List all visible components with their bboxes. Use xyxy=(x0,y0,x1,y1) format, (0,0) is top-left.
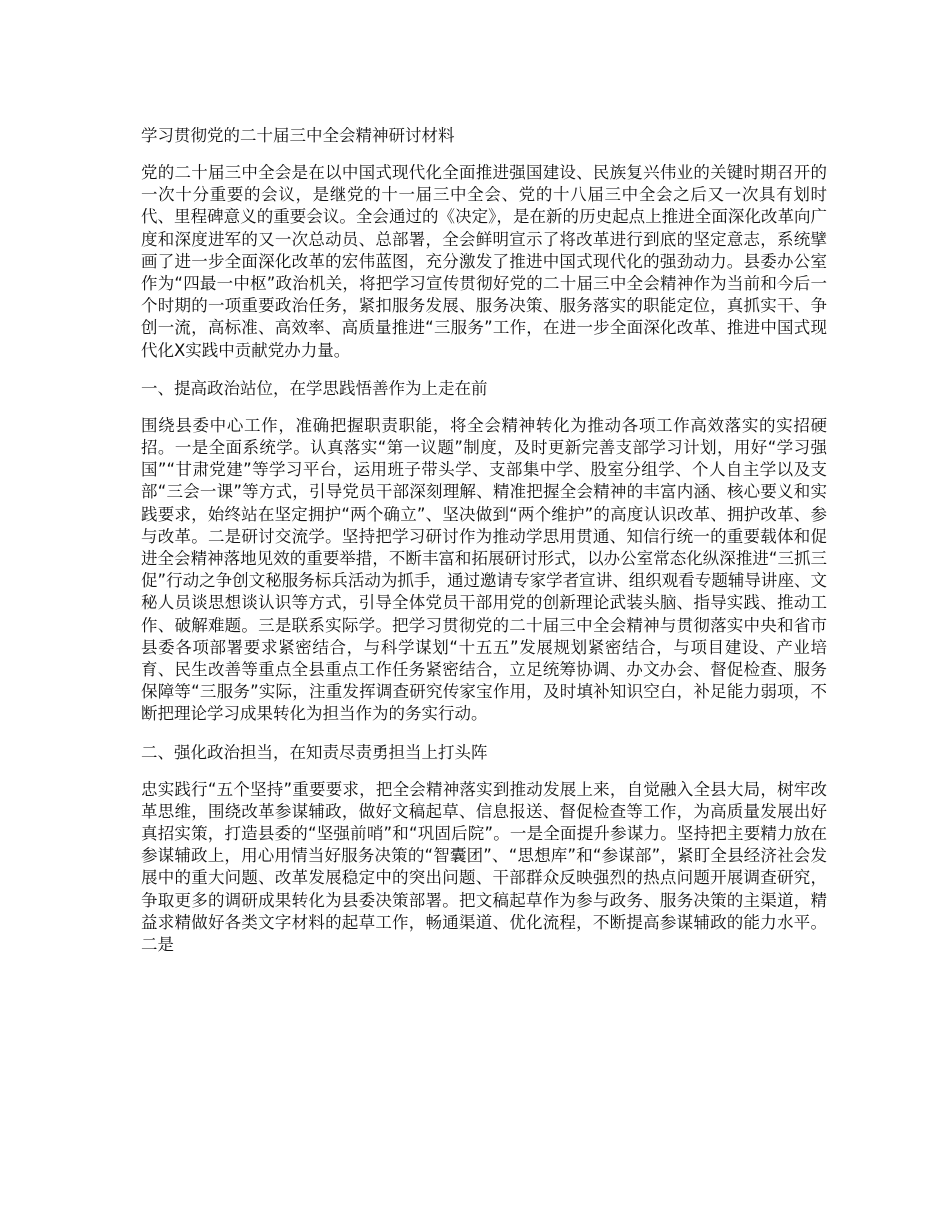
document-body xyxy=(141,124,827,971)
section-2-paragraph: 忠实践行“五个坚持”重要要求，把全会精神落实到推动发展上来，自觉融入全县大局，树牢改革思维，围绕改革参谋辅政，做好文稿起草、信息报送、督促检查等工作，为高质量发展出好真招实策，打造县委的“坚强前哨”和“巩固后院”。一是全面提升参谋力。坚持把主要精力放在参谋辅政上，用心用情当好服务决策的“智囊团”、“思想库”和“参谋部”，紧盯全县经济社会发展中的重大问题、改革发展稳定中的突出问题、干部群众反映强烈的热点问题开展调查研究，争取更多的调研成果转化为县委决策部署。把文稿起草作为参与政务、服务决策的主渠道，精益求精做好各类文字材料的起草工作，畅通渠道、优化流程，不断提高参谋辅政的能力水平。二是 xyxy=(141,779,827,955)
intro-paragraph: 党的二十届三中全会是在以中国式现代化全面推进强国建设、民族复兴伟业的关键时期召开的一次十分重要的会议，是继党的十一届三中全会、党的十八届三中全会之后又一次具有划时代、里程碑意义的重要会议。全会通过的《决定》，是在新的历史起点上推进全面深化改革向广度和深度进军的又一次总动员、总部署，全会鲜明宣示了将改革进行到底的坚定意志，系统擘画了进一步全面深化改革的宏伟蓝图，充分激发了推进中国式现代化的强劲动力。县委办公室作为“四最一中枢”政治机关，将把学习宣传贯彻好党的二十届三中全会精神作为当前和今后一个时期的一项重要政治任务，紧扣服务发展、服务决策、服务落实的职能定位，真抓实干、争创一流，高标准、高效率、高质量推进“三服务”工作，在进一步全面深化改革、推进中国式现代化X实践中贡献党办力量。 xyxy=(141,163,827,360)
section-2-heading: 二、强化政治担当，在知责尽责勇担当上打头阵 xyxy=(141,742,488,762)
section-1-paragraph: 围绕县委中心工作，准确把握职责职能，将全会精神转化为推动各项工作高效落实的实招硬招。一是全面系统学。认真落实“第一议题”制度，及时更新完善支部学习计划，用好“学习强国”“甘肃党建”等学习平台，运用班子带头学、支部集中学、股室分组学、个人自主学以及支部“三会一课”等方式，引导党员干部深刻理解、精准把握全会精神的丰富内涵、核心要义和实践要求，始终站在坚定拥护“两个确立”、坚决做到“两个维护”的高度认识改革、拥护改革、参与改革。二是研讨交流学。坚持把学习研讨作为推动学思用贯通、知信行统一的重要载体和促进全会精神落地见效的重要举措，不断丰富和拓展研讨形式，以办公室常态化纵深推进“三抓三促”行动之争创文秘服务标兵活动为抓手，通过邀请专家学者宣讲、组织观看专题辅导讲座、文秘人员谈思想谈认识等方式，引导全体党员干部用党的创新理论武装头脑、指导实践、推动工作、破解难题。三是联系实际学。把学习贯彻党的二十届三中全会精神与贯彻落实中央和省市县委各项部署要求紧密结合，与科学谋划“十五五”发展规划紧密结合，与项目建设、产业培育、民生改善等重点全县重点工作任务紧密结合，立足统筹协调、办文办会、督促检查、服务保障等“三服务”实际，注重发挥调查研究传家宝作用，及时填补知识空白，补足能力弱项，不断把理论学习成果转化为担当作为的务实行动。 xyxy=(141,415,827,724)
document-title: 学习贯彻党的二十届三中全会精神研讨材料 xyxy=(141,126,455,145)
section-1-heading: 一、提高政治站位，在学思践悟善作为上走在前 xyxy=(141,378,488,398)
